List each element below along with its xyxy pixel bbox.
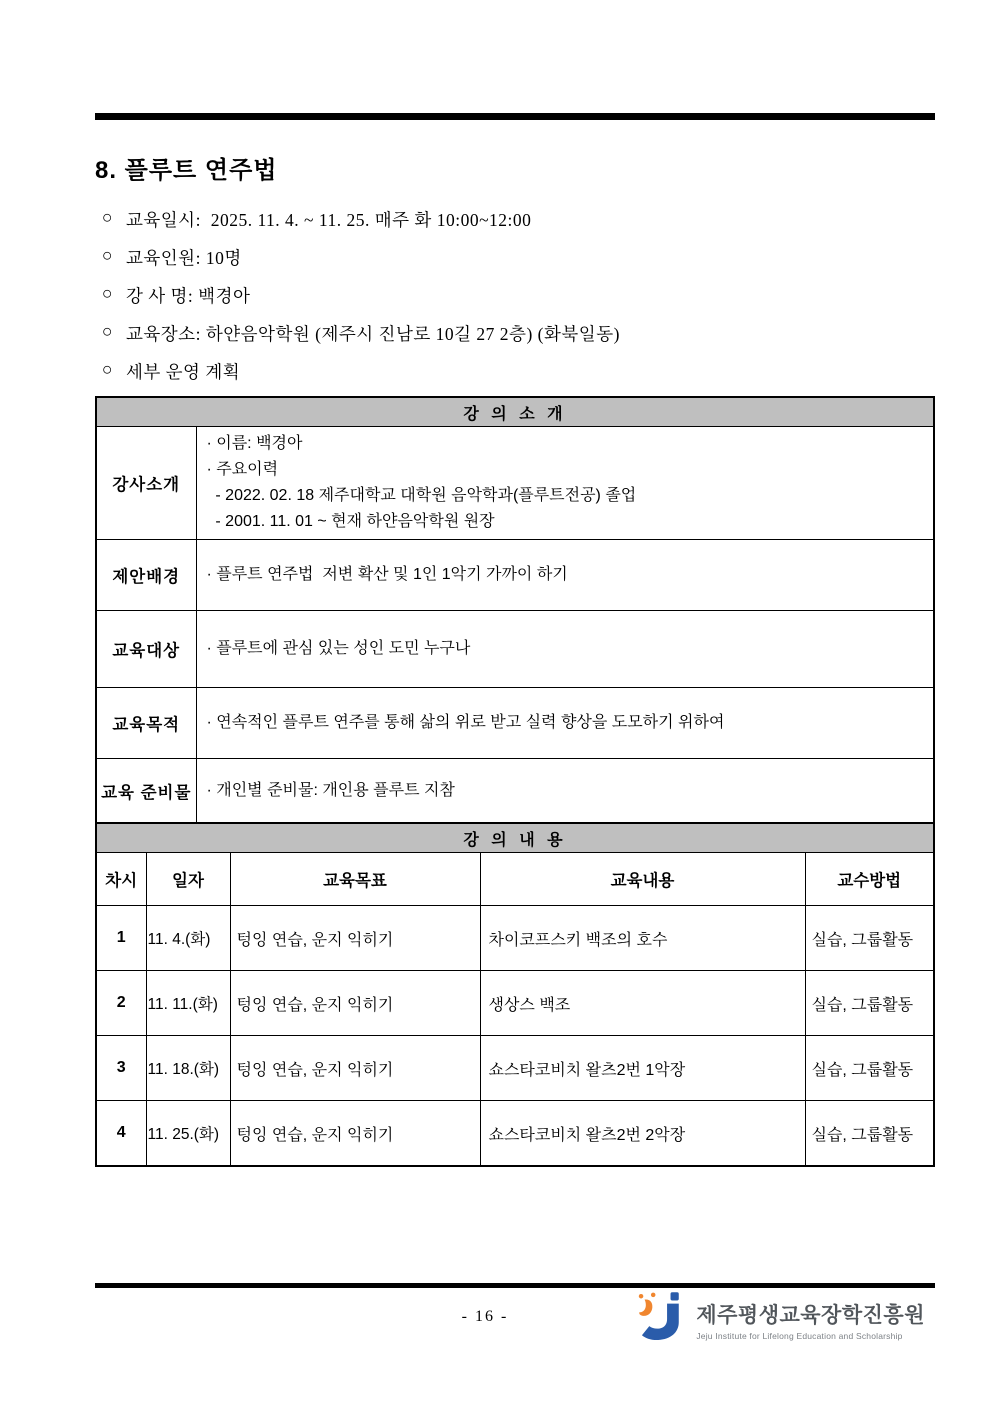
content-line: · 주요이력	[206, 461, 279, 478]
cell-method: 실습, 그룹활동	[805, 1036, 934, 1101]
table-row	[96, 1036, 934, 1101]
table-row	[96, 906, 934, 971]
row-content	[196, 688, 934, 759]
table-row	[96, 759, 934, 825]
table-row	[96, 688, 934, 759]
cell-content: 쇼스타코비치 왈츠2번 1악장	[480, 1036, 805, 1101]
content-line: - 2001. 11. 01 ~ 현재 하얀음악학원 원장	[206, 513, 495, 530]
course-content-table	[95, 822, 935, 1167]
table-row	[96, 823, 934, 853]
column-header: 차시	[96, 853, 146, 906]
row-content	[196, 611, 934, 688]
cell-date: 11. 18.(화)	[146, 1036, 230, 1101]
cell-date: 11. 4.(화)	[146, 906, 230, 971]
page-title: 8. 플루트 연주법	[95, 157, 278, 184]
row-label: 교육 준비물	[96, 759, 196, 825]
circle-bullet-icon: ○	[101, 247, 114, 266]
intro-table-header: 강 의 소 개	[96, 397, 934, 427]
list-item	[103, 238, 935, 276]
bullet-text: 세부 운영 계획	[125, 361, 241, 382]
jeju-institute-logo-icon	[635, 1291, 687, 1348]
cell-content: 생상스 백조	[480, 971, 805, 1036]
row-label: 제안배경	[96, 540, 196, 611]
row-content	[196, 427, 934, 540]
column-header: 일자	[146, 853, 230, 906]
row-label: 강사소개	[96, 427, 196, 540]
cell-goal: 텅잉 연습, 운지 익히기	[230, 906, 480, 971]
table-row	[96, 427, 934, 540]
logo-english-name: Jeju Institute for Lifelong Education and Scholarship	[696, 1330, 903, 1341]
table-row	[96, 971, 934, 1036]
cell-method: 실습, 그룹활동	[805, 971, 934, 1036]
page-number: - 16 -	[461, 1308, 509, 1325]
content-line: · 이름: 백경아	[206, 435, 303, 452]
column-header: 교육내용	[480, 853, 805, 906]
content-line: · 연속적인 플루트 연주를 통해 삶의 위로 받고 실력 향상을 도모하기 위하여	[206, 714, 725, 731]
cell-method: 실습, 그룹활동	[805, 1101, 934, 1167]
bullet-text: 교육일시: 2025. 11. 4. ~ 11. 25. 매주 화 10:00~12:00	[125, 209, 532, 230]
table-row	[96, 397, 934, 427]
list-item	[103, 276, 935, 314]
cell-session: 4	[96, 1101, 146, 1167]
circle-bullet-icon: ○	[101, 209, 114, 228]
content-line: · 플루트 연주법 저변 확산 및 1인 1악기 가까이 하기	[206, 566, 568, 583]
cell-content: 차이코프스키 백조의 호수	[480, 906, 805, 971]
list-item	[103, 200, 935, 238]
row-label: 교육대상	[96, 611, 196, 688]
bullet-list	[103, 200, 935, 390]
cell-session: 3	[96, 1036, 146, 1101]
cell-session: 1	[96, 906, 146, 971]
cell-date: 11. 11.(화)	[146, 971, 230, 1036]
table-row	[96, 1101, 934, 1167]
cell-method: 실습, 그룹활동	[805, 906, 934, 971]
circle-bullet-icon: ○	[101, 285, 114, 304]
row-label: 교육목적	[96, 688, 196, 759]
table-row	[96, 611, 934, 688]
bullet-text: 강 사 명: 백경아	[125, 285, 251, 306]
bullet-text: 교육인원: 10명	[125, 247, 242, 268]
content-line: · 개인별 준비물: 개인용 플루트 지참	[206, 782, 455, 799]
circle-bullet-icon: ○	[101, 361, 114, 380]
bullet-text: 교육장소: 하얀음악학원 (제주시 진남로 10길 27 2층) (화북일동)	[125, 323, 620, 344]
footer-rule	[95, 1283, 935, 1288]
column-header: 교수방법	[805, 853, 934, 906]
column-header: 교육목표	[230, 853, 480, 906]
organization-logo	[635, 1291, 925, 1348]
logo-text	[696, 1299, 925, 1341]
table-header-row	[96, 853, 934, 906]
course-intro-table	[95, 396, 935, 825]
logo-korean-name: 제주평생교육장학진흥원	[696, 1303, 925, 1327]
cell-goal: 텅잉 연습, 운지 익히기	[230, 1036, 480, 1101]
cell-content: 쇼스타코비치 왈츠2번 2악장	[480, 1101, 805, 1167]
list-item	[103, 314, 935, 352]
top-rule	[95, 113, 935, 120]
content-table-header: 강 의 내 용	[96, 823, 934, 853]
table-row	[96, 540, 934, 611]
cell-date: 11. 25.(화)	[146, 1101, 230, 1167]
list-item	[103, 352, 935, 390]
circle-bullet-icon: ○	[101, 323, 114, 342]
page-footer	[95, 1283, 935, 1373]
content-line: - 2022. 02. 18 제주대학교 대학원 음악학과(플루트전공) 졸업	[206, 487, 637, 504]
cell-goal: 텅잉 연습, 운지 익히기	[230, 1101, 480, 1167]
cell-session: 2	[96, 971, 146, 1036]
row-content	[196, 759, 934, 825]
cell-goal: 텅잉 연습, 운지 익히기	[230, 971, 480, 1036]
row-content	[196, 540, 934, 611]
content-line: · 플루트에 관심 있는 성인 도민 누구나	[206, 640, 471, 657]
